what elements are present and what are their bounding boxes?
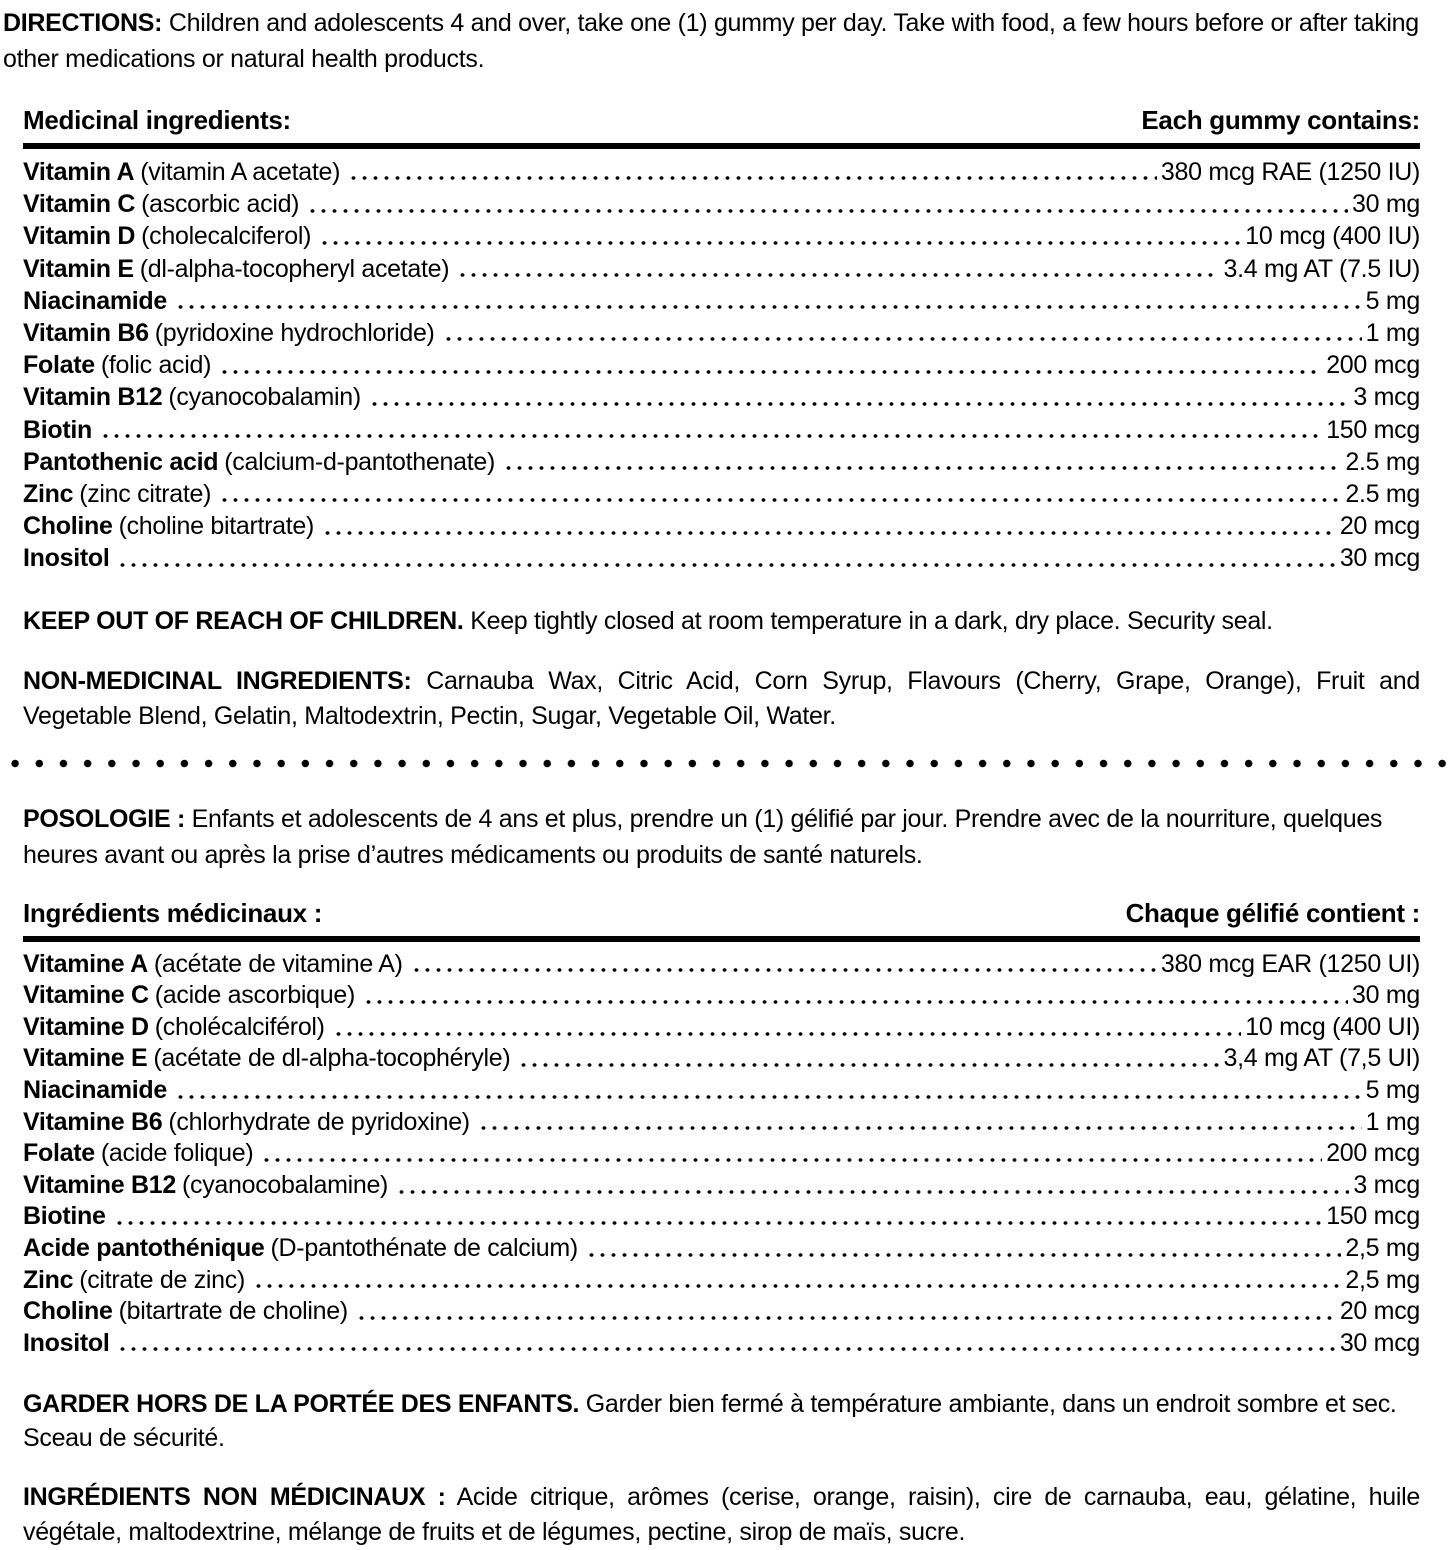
ingredient-row <box>23 381 1420 413</box>
each-gummy-contains-heading: Each gummy contains: <box>1141 105 1420 135</box>
ingredient-amount: 20 mcg <box>1339 512 1420 541</box>
ingredient-name: Vitamin C <box>23 190 136 219</box>
directions-paragraph <box>3 5 1449 77</box>
ingredient-name: Vitamin E <box>23 254 134 283</box>
ingredient-row <box>23 1265 1420 1297</box>
posologie-text: Enfants et adolescents de 4 ans et plus, prendre un (1) gélifié par jour. Prendre avec de la nourriture, quelques heures avant ou après la prise d’autres médicaments ou produits de santé naturels. <box>23 804 1383 869</box>
ingredient-row <box>23 349 1420 381</box>
ingredient-row <box>23 317 1420 349</box>
ingredient-form: (cholecalciferol) <box>141 222 312 251</box>
ingredient-row <box>23 414 1420 446</box>
ingredient-name: Acide pantothénique <box>23 1233 265 1262</box>
ingredient-amount: 1 mg <box>1365 319 1420 348</box>
ingredient-form: (chlorhydrate de pyridoxine) <box>168 1107 470 1136</box>
dot-leader <box>518 1043 1219 1075</box>
ingredient-amount: 380 mcg EAR (1250 UI) <box>1160 949 1420 978</box>
ingredient-name: Choline <box>23 1297 113 1326</box>
ingredient-amount: 20 mcg <box>1339 1297 1420 1326</box>
dot-leader <box>363 980 1348 1012</box>
posologie-paragraph <box>23 801 1420 873</box>
ingredient-row <box>23 446 1420 478</box>
ingredient-form: (cyanocobalamin) <box>168 383 361 412</box>
ingredient-row <box>23 220 1420 252</box>
non-medicinal-label-en: NON-MEDICINAL INGREDIENTS: <box>23 666 412 695</box>
ingredient-name: Zinc <box>23 1265 74 1294</box>
ingredient-row <box>23 1043 1420 1075</box>
ingredient-form: (choline bitartrate) <box>118 512 315 541</box>
garder-label: GARDER HORS DE LA PORTÉE DES ENFANTS. <box>23 1390 580 1419</box>
ingredient-amount: 150 mcg <box>1326 1202 1420 1231</box>
non-medicinal-paragraph-en <box>23 664 1420 734</box>
ingredient-row <box>23 1233 1420 1265</box>
ingredient-row <box>23 1107 1420 1139</box>
ingredient-amount: 3,4 mg AT (7,5 UI) <box>1223 1044 1420 1073</box>
ingredient-form: (bitartrate de choline) <box>118 1297 348 1326</box>
ingredient-name: Niacinamide <box>23 1076 167 1105</box>
ingredient-form: (citrate de zinc) <box>79 1265 245 1294</box>
dot-leader <box>261 1138 1322 1170</box>
ingredient-row <box>23 542 1420 574</box>
ingredient-form: (zinc citrate) <box>79 480 212 509</box>
ingredient-amount: 1 mg <box>1365 1107 1420 1136</box>
garder-paragraph <box>23 1387 1420 1455</box>
dot-leader <box>100 414 1322 446</box>
ingredient-name: Vitamin A <box>23 158 135 186</box>
ingredient-row <box>23 188 1420 220</box>
ingredient-row <box>23 478 1420 510</box>
ingredient-name: Vitamin B6 <box>23 319 149 348</box>
non-medicinal-text-fr: Acide citrique, arômes (cerise, orange, raisin), cire de carnauba, eau, gélatine, huile végétale, maltodextrine, mélange de fruits et de légumes, pectine, sirop de maïs, sucre. <box>23 1483 1420 1547</box>
ingredient-amount: 5 mg <box>1365 1076 1420 1105</box>
ingredient-row <box>23 285 1420 317</box>
dot-leader <box>253 1265 1341 1297</box>
ingredient-row <box>23 1075 1420 1107</box>
medicinal-panel-en <box>23 105 1420 734</box>
keep-out-text: Keep tightly closed at room temperature in a dark, dry place. Security seal. <box>470 606 1273 635</box>
ingredient-name: Choline <box>23 512 113 541</box>
ingredient-amount: 3 mcg <box>1353 1170 1420 1199</box>
ingredient-name: Vitamine D <box>23 1012 149 1041</box>
ingredient-amount: 2,5 mg <box>1345 1265 1420 1294</box>
ingredient-amount: 10 mcg (400 UI) <box>1245 1012 1420 1041</box>
ingredient-name: Vitamine E <box>23 1044 148 1073</box>
ingredient-amount: 2,5 mg <box>1345 1233 1420 1262</box>
ingredient-form: (acétate de dl-alpha-tocophéryle) <box>153 1044 511 1073</box>
ingredient-form: (cholécalciférol) <box>154 1012 325 1041</box>
non-medicinal-text-en: Carnauba Wax, Citric Acid, Corn Syrup, Flavours (Cherry, Grape, Orange), Fruit and Vegetable Blend, Gelatin, Maltodextrin, Pectin, Sugar, Vegetable Oil, Water. <box>23 666 1420 730</box>
ingredient-amount: 3 mcg <box>1353 383 1420 412</box>
ingredient-row <box>23 1012 1420 1044</box>
ingredient-form: (D-pantothénate de calcium) <box>270 1233 578 1262</box>
directions-label: DIRECTIONS: <box>3 9 163 37</box>
ingredient-form: (folic acid) <box>100 351 212 380</box>
ingredient-amount: 200 mcg <box>1326 1139 1420 1168</box>
ingredient-amount: 30 mcg <box>1339 1328 1420 1357</box>
medicinal-panel-fr <box>23 801 1420 1550</box>
ingredient-amount: 200 mcg <box>1326 351 1420 380</box>
dot-leader <box>219 349 1322 381</box>
ingredient-name: Inositol <box>23 544 110 573</box>
ingredient-amount: 2.5 mg <box>1345 447 1420 476</box>
ingredient-row <box>23 253 1420 285</box>
dot-leader <box>219 478 1341 510</box>
ingredient-name: Vitamin D <box>23 222 136 251</box>
dotted-section-divider <box>2 759 1451 768</box>
dot-leader <box>457 253 1219 285</box>
ingredient-name: Inositol <box>23 1328 110 1357</box>
ingredient-name: Folate <box>23 351 95 380</box>
ingredient-name: Zinc <box>23 480 74 509</box>
ingredient-row <box>23 1138 1420 1170</box>
dot-leader <box>319 220 1241 252</box>
ingredient-form: (cyanocobalamine) <box>181 1170 389 1199</box>
ingredient-amount: 3.4 mg AT (7.5 IU) <box>1223 254 1420 283</box>
ingredient-name: Vitamine A <box>23 949 148 978</box>
ingredient-form: (dl-alpha-tocopheryl acetate) <box>139 254 450 283</box>
dot-leader <box>411 949 1157 981</box>
ingredients-medicinaux-heading: Ingrédients médicinaux : <box>23 897 323 928</box>
ingredient-amount: 30 mg <box>1352 190 1420 219</box>
ingredient-form: (pyridoxine hydrochloride) <box>154 319 435 348</box>
dot-leader <box>586 1233 1341 1265</box>
ingredient-amount: 150 mcg <box>1326 415 1420 444</box>
non-medicinal-paragraph-fr <box>23 1480 1420 1550</box>
ingredient-list-fr <box>23 949 1420 1360</box>
ingredient-name: Vitamine B12 <box>23 1170 176 1199</box>
dot-leader <box>117 1328 1335 1360</box>
dot-leader <box>117 542 1335 574</box>
ingredient-name: Niacinamide <box>23 286 167 315</box>
ingredient-row <box>23 949 1420 981</box>
ingredient-name: Biotine <box>23 1202 106 1231</box>
keep-out-label: KEEP OUT OF REACH OF CHILDREN. <box>23 606 464 635</box>
ingredient-name: Vitamine B6 <box>23 1107 163 1136</box>
chaque-gelifie-contient-heading: Chaque gélifié contient : <box>1125 897 1420 928</box>
dot-leader <box>396 1170 1349 1202</box>
ingredient-row <box>23 1296 1420 1328</box>
table-header-en <box>23 105 1420 149</box>
ingredient-name: Folate <box>23 1139 95 1168</box>
ingredient-form: (acide folique) <box>100 1139 254 1168</box>
ingredient-amount: 380 mcg RAE (1250 IU) <box>1160 158 1420 186</box>
non-medicinal-label-fr: INGRÉDIENTS NON MÉDICINAUX : <box>23 1483 446 1512</box>
ingredient-form: (acétate de vitamine A) <box>153 949 403 978</box>
ingredient-list-en <box>23 156 1420 575</box>
ingredient-row <box>23 156 1420 188</box>
ingredient-amount: 10 mcg (400 IU) <box>1245 222 1420 251</box>
medicinal-ingredients-heading: Medicinal ingredients: <box>23 105 291 135</box>
dot-leader <box>443 317 1362 349</box>
ingredient-row <box>23 1201 1420 1233</box>
ingredient-row <box>23 1170 1420 1202</box>
ingredient-form: (calcium-d-pantothenate) <box>224 447 495 476</box>
ingredient-form: (vitamin A acetate) <box>140 158 341 186</box>
table-header-fr <box>23 898 1420 942</box>
dot-leader <box>175 1075 1362 1107</box>
ingredient-name: Vitamin B12 <box>23 383 163 412</box>
directions-text: Children and adolescents 4 and over, take one (1) gummy per day. Take with food, a few hours before or after taking other medications or natural health products. <box>3 9 1419 73</box>
dot-leader <box>114 1201 1323 1233</box>
ingredient-name: Vitamine C <box>23 981 149 1010</box>
dot-leader <box>333 1012 1242 1044</box>
ingredient-amount: 30 mcg <box>1339 544 1420 573</box>
ingredient-amount: 2.5 mg <box>1345 480 1420 509</box>
ingredient-amount: 30 mg <box>1352 981 1420 1010</box>
ingredient-row <box>23 510 1420 542</box>
ingredient-form: (acide ascorbique) <box>154 981 356 1010</box>
posologie-label: POSOLOGIE : <box>23 804 185 833</box>
ingredient-form: (ascorbic acid) <box>141 190 300 219</box>
ingredient-name: Biotin <box>23 415 93 444</box>
ingredient-row <box>23 1328 1420 1360</box>
ingredient-name: Pantothenic acid <box>23 447 219 476</box>
dot-leader <box>503 446 1341 478</box>
dot-leader <box>322 510 1336 542</box>
keep-out-paragraph <box>23 604 1420 639</box>
dot-leader <box>348 156 1157 188</box>
dot-leader <box>478 1107 1362 1139</box>
dot-leader <box>369 381 1350 413</box>
dot-leader <box>175 285 1362 317</box>
dot-leader <box>307 188 1348 220</box>
ingredient-amount: 5 mg <box>1365 286 1420 315</box>
ingredient-row <box>23 980 1420 1012</box>
garder-text: Garder bien fermé à température ambiante, dans un endroit sombre et sec. Sceau de sécurité. <box>23 1390 1397 1453</box>
dot-leader <box>356 1296 1336 1328</box>
